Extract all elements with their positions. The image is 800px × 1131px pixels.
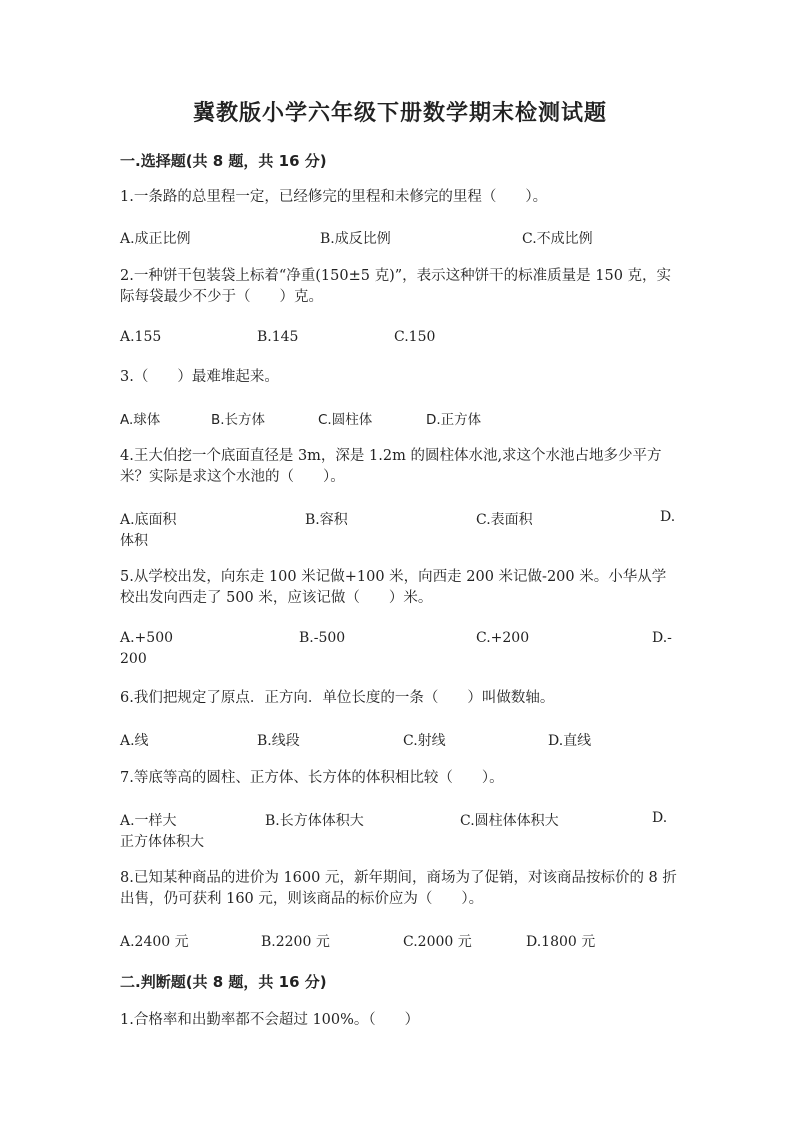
page-title: 冀教版小学六年级下册数学期末检测试题 [192,100,607,126]
option-b: B.线段 [257,733,300,749]
option-d: D.正方体 [426,412,482,428]
options-1 [120,228,680,268]
option-b: B.-500 [299,630,346,646]
option-d: D. [652,810,668,826]
judge-question-1: 1.合格率和出勤率都不会超过 100%。（ ） [120,1012,420,1028]
option-c: C.150 [394,329,436,345]
option-b: B.长方体体积大 [265,813,364,829]
option-c: C.表面积 [476,512,533,528]
option-d-continued: 正方体体积大 [120,834,204,850]
options-7 [120,810,680,850]
options-5 [120,630,680,670]
option-b: B.2200 元 [261,934,330,950]
question-1: 1.一条路的总里程一定，已经修完的里程和未修完的里程（ ）。 [120,189,548,205]
option-b: B.长方体 [211,412,266,428]
option-c: C.圆柱体体积大 [460,813,559,829]
option-a: A.底面积 [120,512,177,528]
option-d: D.1800 元 [526,934,596,950]
option-a: A.线 [120,733,149,749]
option-b: B.145 [257,329,299,345]
option-c: C.不成比例 [522,231,593,247]
option-c: C.2000 元 [403,934,472,950]
question-6: 6.我们把规定了原点．正方向．单位长度的一条（ ）叫做数轴。 [120,690,555,706]
options-8 [120,931,680,971]
option-c: C.射线 [403,733,446,749]
option-c: C.+200 [476,630,530,646]
question-8: 8.已知某种商品的进价为 1600 元，新年期间，商场为了促销，对该商品按标价的 8 折出售，仍可获利 160 元，则该商品的标价应为（ ）。 [120,870,677,907]
options-2 [120,329,680,369]
option-d: D.直线 [548,733,592,749]
option-a: A.155 [120,329,162,345]
options-6 [120,730,680,770]
question-3: 3.（ ）最难堆起来。 [120,369,279,385]
option-c: C.圆柱体 [318,412,373,428]
question-7: 7.等底等高的圆柱、正方体、长方体的体积相比较（ ）。 [120,770,504,786]
option-a: A.一样大 [120,813,177,829]
option-a: A.球体 [120,412,161,428]
option-d-continued: 体积 [120,533,148,549]
question-2: 2.一种饼干包装袋上标着“净重(150±5 克)”，表示这种饼干的标准质量是 150 克，实际每袋最少不少于（ ）克。 [120,268,672,305]
option-d: D.- [652,630,672,646]
question-5: 5.从学校出发，向东走 100 米记做+100 米，向西走 200 米记做-200 米。小华从学校出发向西走了 500 米，应该记做（ ）米。 [120,569,667,606]
option-b: B.成反比例 [320,231,391,247]
question-4: 4.王大伯挖一个底面直径是 3m，深是 1.2m 的圆柱体水池,求这个水池占地多少平方米？实际是求这个水池的（ ）。 [120,448,662,485]
option-a: A.2400 元 [120,934,189,950]
option-d: D. [660,509,676,525]
section-heading-judge: 二.判断题(共 8 题，共 16 分) [120,973,327,991]
option-b: B.容积 [305,512,348,528]
option-a: A.成正比例 [120,231,191,247]
option-d-continued: 200 [120,651,147,667]
option-a: A.+500 [120,630,174,646]
section-heading-choice: 一.选择题(共 8 题，共 16 分) [120,152,327,170]
options-3 [120,408,680,448]
options-4 [120,509,680,549]
